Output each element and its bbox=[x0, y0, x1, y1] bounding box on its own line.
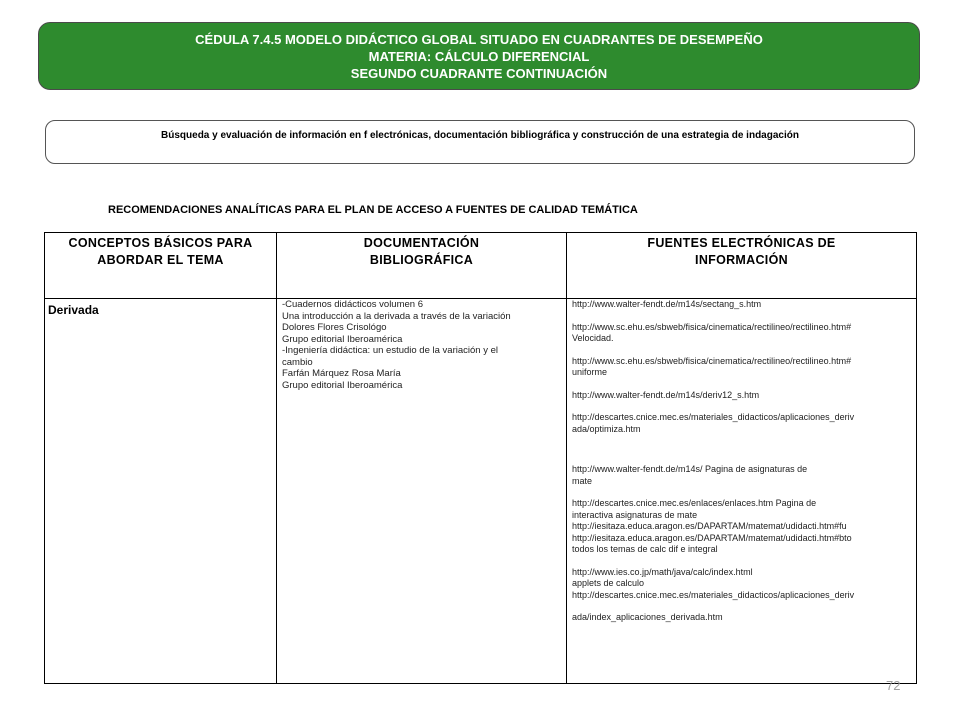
source-link[interactable]: http://www.walter-fendt.de/m14s/ Pagina de asignaturas de bbox=[572, 464, 808, 474]
page-number: 72 bbox=[886, 678, 901, 693]
title-line-3: SEGUNDO CUADRANTE CONTINUACIÓN bbox=[350, 66, 608, 81]
source-text: ada/optimiza.htm bbox=[572, 423, 641, 434]
concept-cell: Derivada bbox=[45, 299, 277, 684]
doc-line: -Cuadernos didácticos volumen 6 bbox=[282, 299, 423, 310]
source-text: uniforme bbox=[572, 367, 608, 377]
source-link[interactable]: http://descartes.cnice.mec.es/materiales_didacticos/aplicaciones_deriv bbox=[572, 412, 855, 422]
source-text: todos los temas de calc dif e integral bbox=[572, 544, 718, 554]
sources-cell bbox=[567, 299, 917, 684]
table-header-row bbox=[45, 233, 917, 299]
source-text: mate bbox=[572, 475, 593, 486]
source-link[interactable]: http://www.sc.ehu.es/sbweb/fisica/cinematica/rectilineo/rectilineo.htm# bbox=[572, 355, 852, 366]
source-text: Velocidad. bbox=[572, 333, 614, 343]
title-banner bbox=[38, 22, 920, 90]
header-electronic-sources: FUENTES ELECTRÓNICAS DE INFORMACIÓN bbox=[567, 233, 917, 299]
recommendations-title: RECOMENDACIONES ANALÍTICAS PARA EL PLAN DE ACCESO A FUENTES DE CALIDAD TEMÁTICA bbox=[108, 204, 638, 216]
source-link[interactable]: http://iesitaza.educa.aragon.es/DAPARTAM/matemat/udidacti.htm#bto bbox=[572, 532, 852, 543]
doc-line: cambio bbox=[282, 356, 313, 368]
source-link[interactable]: http://www.walter-fendt.de/m14s/deriv12_s.htm bbox=[572, 389, 760, 400]
header-documentation: DOCUMENTACIÓN BIBLIOGRÁFICA bbox=[277, 233, 567, 299]
subheader-text: Búsqueda y evaluación de información en f electrónicas, documentación bibliográfica y construcción de una estrategia de indagación bbox=[161, 130, 799, 141]
sources-table bbox=[44, 232, 917, 684]
subheader-box bbox=[45, 120, 915, 164]
source-link[interactable]: http://www.walter-fendt.de/m14s/sectang_s.htm bbox=[572, 299, 762, 309]
source-link[interactable]: http://www.sc.ehu.es/sbweb/fisica/cinematica/rectilineo/rectilineo.htm# bbox=[572, 321, 852, 332]
table-row bbox=[45, 299, 917, 684]
source-link[interactable]: http://descartes.cnice.mec.es/materiales_didacticos/aplicaciones_deriv bbox=[572, 589, 855, 600]
doc-line: Grupo editorial Iberoamérica bbox=[282, 379, 403, 391]
title-line-1: CÉDULA 7.4.5 MODELO DIDÁCTICO GLOBAL SITUADO EN CUADRANTES DE DESEMPEÑO bbox=[195, 32, 763, 47]
header-concepts: CONCEPTOS BÁSICOS PARA ABORDAR EL TEMA bbox=[45, 233, 277, 299]
title-line-2: MATERIA: CÁLCULO DIFERENCIAL bbox=[368, 49, 590, 64]
source-link[interactable]: http://iesitaza.educa.aragon.es/DAPARTAM/matemat/udidacti.htm#fu bbox=[572, 521, 847, 531]
doc-line: Farfán Márquez Rosa María bbox=[282, 368, 401, 379]
doc-line: Una introducción a la derivada a través de la variación bbox=[282, 310, 511, 322]
source-text: ada/index_aplicaciones_derivada.htm bbox=[572, 612, 723, 622]
source-link[interactable]: http://descartes.cnice.mec.es/enlaces/enlaces.htm Pagina de bbox=[572, 498, 817, 508]
doc-line: Dolores Flores Crisológo bbox=[282, 322, 387, 333]
doc-line: -Ingeniería didáctica: un estudio de la variación y el bbox=[282, 345, 498, 356]
doc-line: Grupo editorial Iberoamérica bbox=[282, 333, 403, 345]
documentation-cell bbox=[277, 299, 567, 684]
source-text: applets de calculo bbox=[572, 578, 645, 588]
source-link[interactable]: http://www.ies.co.jp/math/java/calc/index.html bbox=[572, 566, 753, 577]
source-text: interactiva asignaturas de mate bbox=[572, 509, 698, 520]
